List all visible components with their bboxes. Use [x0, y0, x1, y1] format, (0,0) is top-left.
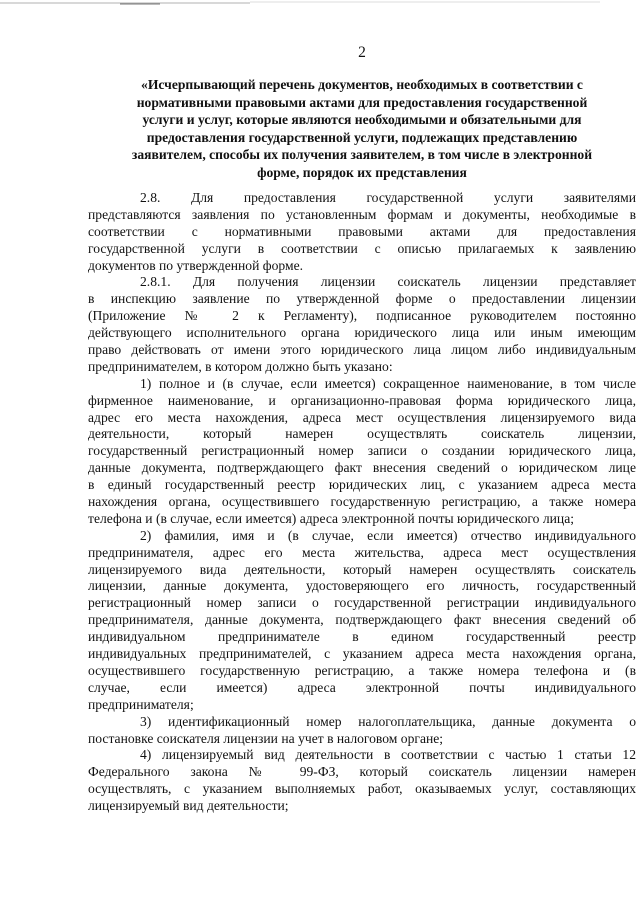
body-line: 4) лицензируемый вид деятельности в соответствии с частью 1 статьи 12 [140, 747, 636, 763]
body-line: соответствии с нормативными правовыми актами для предоставления [88, 223, 636, 239]
body-line: фирменное наименование, и организационно-правовая форма юридического лица, [88, 392, 636, 408]
body-line: 2) фамилия, имя и (в случае, если имеется) отчество индивидуального [140, 527, 636, 543]
scan-edge-marks [0, 0, 640, 14]
body-line: нахождения органа, осуществившего государственную регистрацию, а также номера [88, 494, 636, 510]
body-line: предпринимателя; [88, 696, 194, 712]
page-number: 2 [358, 44, 366, 61]
title-line: нормативными правовыми актами для предоставления государственной [136, 94, 588, 110]
body-line: данные документа, подтверждающего факт внесения сведений о юридическом лице [88, 460, 636, 476]
body-line: лицензируемый вид деятельности; [88, 798, 289, 814]
body-line: деятельности, который намерен осуществлять соискатель лицензии, [88, 426, 636, 442]
body-line: в инспекцию заявление по утвержденной форме о предоставлении лицензии [88, 291, 636, 307]
body-line: (Приложение № 2 к Регламенту), подписанное руководителем постоянно [88, 308, 636, 324]
body-line: предпринимателя, адрес его места жительства, адреса мест осуществления [88, 544, 636, 560]
body-line: постановке соискателя лицензии на учет в налоговом органе; [88, 730, 444, 746]
body-line: Федерального закона № 99-ФЗ, который соискатель лицензии намерен [88, 764, 636, 780]
body-line: лицензии, данные документа, удостоверяющего его личность, государственный [88, 578, 636, 594]
body-line: адрес его места нахождения, адреса мест осуществления лицензируемого вида [88, 409, 636, 425]
body-line: в единый государственный реестр юридических лиц, с указанием адреса места [88, 477, 636, 493]
body-line: лицензируемого вида деятельности, который намерен осуществлять соискатель [88, 561, 636, 577]
title-line: услуги и услуг, которые являются необходимыми и обязательными для [142, 112, 582, 127]
body-line: 2.8. Для предоставления государственной услуги заявителями [140, 190, 636, 205]
document-body [88, 190, 636, 815]
title-line: форме, порядок их представления [257, 164, 467, 180]
body-line: предпринимателя, данные документа, подтверждающего факт внесения сведений об [88, 612, 636, 628]
title-line: предоставления государственной услуги, подлежащих представлению [146, 129, 578, 145]
body-line: 3) идентификационный номер налогоплательщика, данные документа о [140, 713, 636, 729]
body-line: 2.8.1. Для получения лицензии соискатель лицензии представляет [140, 274, 636, 290]
body-line: государственный регистрационный номер записи о создании юридического лица, [88, 443, 636, 459]
body-line: регистрационный номер записи о государственной регистрации индивидуального [88, 595, 636, 611]
body-line: 1) полное и (в случае, если имеется) сокращенное наименование, в том числе [140, 375, 636, 391]
title-line: «Исчерпывающий перечень документов, необходимых в соответствии с [141, 77, 583, 92]
body-line: случае, если имеется) адреса электронной почты индивидуального [88, 679, 636, 695]
section-title [88, 76, 636, 181]
body-line: действующего исполнительного органа юридического лица или иным имеющим [88, 325, 636, 341]
body-line: индивидуальном предпринимателе в едином государственный реестр [88, 629, 636, 645]
body-line: право действовать от имени этого юридического лица лицом либо индивидуальным [88, 342, 636, 358]
body-line: телефона и (в случае, если имеется) адреса электронной почты юридического лица; [88, 510, 575, 526]
title-line: заявителем, способы их получения заявителем, в том числе в электронной [131, 147, 593, 162]
body-line: осуществившего государственную регистрацию, а также номера телефона и (в [88, 662, 636, 678]
body-line: документов по утвержденной форме. [88, 257, 303, 273]
body-line: представляются заявления по установленным формам и документы, необходимые в [88, 206, 636, 222]
body-line: государственной услуги в соответствии с описью прилагаемых к заявлению [88, 240, 636, 256]
body-line: осуществлять, с указанием выполняемых работ, оказываемых услуг, составляющих [88, 781, 636, 797]
body-line: предпринимателем, в котором должно быть указано: [88, 358, 393, 374]
body-line: индивидуальных предпринимателей, с указанием адреса места нахождения органа, [88, 646, 636, 662]
